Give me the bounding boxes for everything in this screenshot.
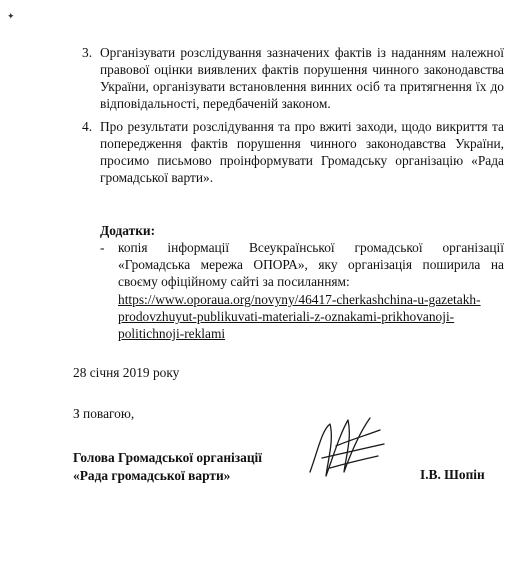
attachment-link[interactable]: https://www.oporaua.org/novyny/46417-cherkashchina-u-gazetakh-prodovzhuyut-publikuvati-materiali-z-oznakami-prikhovanoji-politichnoji-reklami — [118, 292, 481, 341]
signatory-title-line2: «Рада громадської варти» — [73, 468, 231, 483]
signatory-title — [73, 449, 262, 485]
corner-mark: ✦ — [7, 11, 15, 21]
attachments-title: Додатки: — [100, 223, 156, 238]
attachment-item — [100, 239, 504, 290]
signatory-name: І.В. Шопін — [420, 467, 485, 482]
item-text: Організувати розслідування зазначених фактів із наданням належної правової оцінки виявлених фактів порушення чинного законодавства України, організувати встановлення винних осіб та притягнення їх до відповідальності, передбаченій законом. — [100, 45, 504, 111]
handwritten-signature — [300, 410, 390, 490]
item-number: 3. — [82, 45, 93, 60]
item-text: Про результати розслідування та про вжиті заходи, щодо викриття та попередження фактів порушення чинного законодавства України, просимо письмово проінформувати Громадську організацію «Рада громадської варти». — [100, 119, 504, 185]
attachment-text: копія інформації Всеукраїнської громадської організації «Громадська мережа ОПОРА», яку організація поширила на своєму офіційному сайті за посиланням: — [118, 240, 504, 289]
closing-text: З повагою, — [73, 406, 135, 421]
list-item-3 — [82, 44, 504, 112]
attachment-bullet: - — [100, 240, 105, 255]
list-item-4 — [82, 118, 504, 186]
signatory-title-line1: Голова Громадської організації — [73, 450, 262, 465]
document-date: 28 січня 2019 року — [73, 365, 180, 380]
item-number: 4. — [82, 119, 93, 134]
